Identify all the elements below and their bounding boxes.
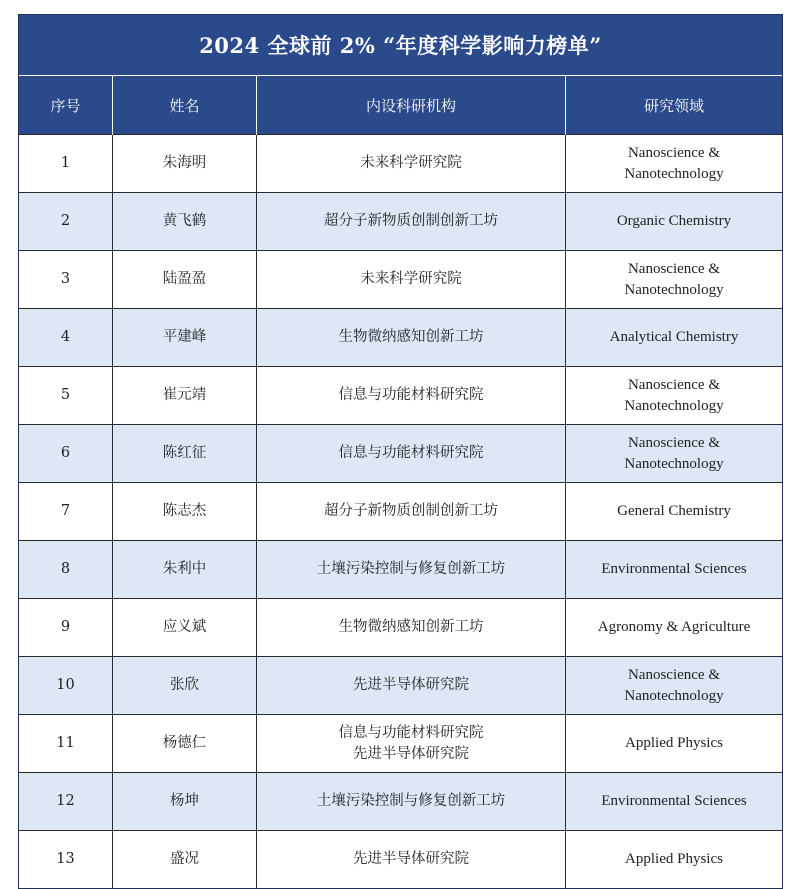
cell-field	[566, 831, 783, 889]
cell-institute	[257, 773, 566, 831]
header-row	[19, 76, 782, 135]
field-line: Nanotechnology	[624, 165, 724, 182]
institute-line: 先进半导体研究院	[353, 851, 469, 867]
field-line: Environmental Sciences	[601, 793, 747, 809]
institute-line: 信息与功能材料研究院	[338, 445, 484, 461]
field-line: Nanotechnology	[624, 281, 724, 298]
institute-line: 信息与功能材料研究院	[338, 387, 484, 403]
table-row	[19, 193, 782, 251]
field-line: Agronomy & Agriculture	[597, 619, 751, 635]
cell-index: 1	[19, 135, 113, 193]
cell-institute	[257, 367, 566, 425]
cell-field	[566, 425, 783, 483]
cell-institute	[257, 831, 566, 889]
institute-line: 生物微纳感知创新工坊	[338, 619, 484, 635]
field-line: Environmental Sciences	[601, 561, 747, 577]
cell-institute	[257, 715, 566, 773]
cell-index: 10	[19, 657, 113, 715]
institute-line: 生物微纳感知创新工坊	[338, 329, 484, 345]
cell-field	[566, 135, 783, 193]
field-line: Applied Physics	[625, 851, 723, 867]
field-line: Nanotechnology	[624, 687, 724, 704]
table-row	[19, 657, 782, 715]
table-title: 2024 全球前 2% “年度科学影响力榜单”	[19, 15, 782, 76]
table-row	[19, 135, 782, 193]
cell-index: 3	[19, 251, 113, 309]
header-name: 姓名	[113, 76, 257, 135]
cell-index: 6	[19, 425, 113, 483]
cell-index: 7	[19, 483, 113, 541]
institute-line: 土壤污染控制与修复创新工坊	[316, 793, 506, 809]
field-line: Organic Chemistry	[616, 213, 732, 229]
cell-name: 盛况	[113, 831, 257, 889]
cell-name: 平建峰	[113, 309, 257, 367]
table-row	[19, 483, 782, 541]
cell-name: 杨德仁	[113, 715, 257, 773]
cell-institute	[257, 425, 566, 483]
table-row	[19, 251, 782, 309]
institute-line: 先进半导体研究院	[353, 677, 469, 693]
institute-line: 未来科学研究院	[360, 155, 462, 171]
table-body	[19, 135, 782, 889]
cell-index: 4	[19, 309, 113, 367]
cell-name: 应义斌	[113, 599, 257, 657]
cell-field	[566, 715, 783, 773]
cell-field	[566, 773, 783, 831]
cell-field	[566, 309, 783, 367]
cell-field	[566, 483, 783, 541]
table-row	[19, 367, 782, 425]
cell-institute	[257, 657, 566, 715]
field-line: Nanoscience &	[627, 260, 721, 277]
institute-line: 土壤污染控制与修复创新工坊	[316, 561, 506, 577]
cell-index: 12	[19, 773, 113, 831]
cell-institute	[257, 309, 566, 367]
header-field: 研究领域	[566, 76, 783, 135]
header-institute: 内设科研机构	[257, 76, 566, 135]
cell-institute	[257, 251, 566, 309]
institute-line: 未来科学研究院	[360, 271, 462, 287]
cell-field	[566, 367, 783, 425]
cell-name: 陈志杰	[113, 483, 257, 541]
ranking-table-container	[18, 14, 783, 889]
field-line: Analytical Chemistry	[609, 329, 739, 345]
cell-index: 13	[19, 831, 113, 889]
cell-institute	[257, 193, 566, 251]
table-row	[19, 541, 782, 599]
institute-line: 信息与功能材料研究院	[338, 724, 484, 741]
header-index: 序号	[19, 76, 113, 135]
field-line: Nanotechnology	[624, 397, 724, 414]
institute-line: 超分子新物质创制创新工坊	[324, 503, 498, 519]
cell-name: 杨坤	[113, 773, 257, 831]
table-row	[19, 425, 782, 483]
cell-institute	[257, 483, 566, 541]
table-row	[19, 831, 782, 889]
cell-name: 张欣	[113, 657, 257, 715]
cell-field	[566, 657, 783, 715]
institute-line: 超分子新物质创制创新工坊	[324, 213, 498, 229]
cell-institute	[257, 599, 566, 657]
table-row	[19, 309, 782, 367]
cell-field	[566, 599, 783, 657]
cell-institute	[257, 135, 566, 193]
field-line: Nanotechnology	[624, 455, 724, 472]
field-line: Nanoscience &	[627, 666, 721, 683]
cell-index: 2	[19, 193, 113, 251]
cell-index: 11	[19, 715, 113, 773]
cell-field	[566, 541, 783, 599]
field-line: Nanoscience &	[627, 434, 721, 451]
cell-institute	[257, 541, 566, 599]
cell-field	[566, 251, 783, 309]
cell-name: 朱利中	[113, 541, 257, 599]
cell-index: 5	[19, 367, 113, 425]
cell-index: 9	[19, 599, 113, 657]
table-row	[19, 773, 782, 831]
cell-name: 陆盈盈	[113, 251, 257, 309]
ranking-table	[19, 76, 782, 888]
cell-name: 朱海明	[113, 135, 257, 193]
field-line: General Chemistry	[617, 503, 731, 519]
field-line: Nanoscience &	[627, 376, 721, 393]
field-line: Nanoscience &	[627, 144, 721, 161]
cell-field	[566, 193, 783, 251]
cell-index: 8	[19, 541, 113, 599]
table-row	[19, 715, 782, 773]
field-line: Applied Physics	[625, 735, 723, 751]
table-row	[19, 599, 782, 657]
cell-name: 黄飞鹤	[113, 193, 257, 251]
institute-line: 先进半导体研究院	[353, 745, 469, 762]
cell-name: 陈红征	[113, 425, 257, 483]
cell-name: 崔元靖	[113, 367, 257, 425]
